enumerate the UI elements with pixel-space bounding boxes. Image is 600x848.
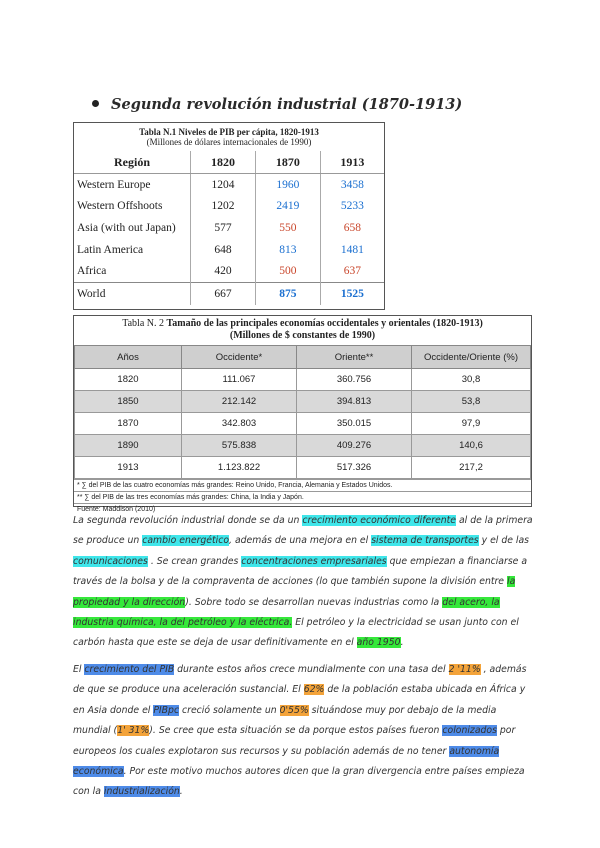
table2-ratio-cell: 97,9	[412, 413, 531, 435]
highlighted-text: 2 '11%	[448, 664, 481, 675]
table2-note-west: * ∑ del PIB de las cuatro economías más grandes: Reino Unido, Francia, Alemania y Estados Unidos.	[74, 479, 531, 491]
heading-text: Segunda revolución industrial (1870-1913)	[111, 96, 463, 113]
highlighted-text: año 1950	[356, 637, 401, 649]
highlighted-text: 1' 31%	[117, 725, 150, 737]
table-row	[75, 369, 531, 391]
table1-header: 1913	[320, 151, 384, 174]
table1-value-1870: 550	[255, 217, 320, 239]
paragraph-text: al de la primera se produce un	[73, 515, 533, 547]
paragraph-text: por europeos los cuales explotaron sus recursos y su población además de no tener	[73, 725, 516, 757]
table1-region-cell: Africa	[77, 265, 107, 278]
table2-header: Años	[75, 346, 182, 369]
table1-value-1820: 1204	[191, 174, 256, 196]
highlighted-text: comunicaciones	[73, 555, 148, 567]
table1-region-cell: Western Europe	[77, 178, 151, 191]
highlighted-text: PIBpc	[153, 704, 180, 716]
highlighted-text: la propiedad y la dirección	[73, 576, 516, 608]
table2-year-cell: 1850	[75, 391, 182, 413]
table2-year-cell: 1820	[75, 369, 182, 391]
paragraph-gdp-growth	[73, 660, 535, 803]
table-row	[75, 457, 531, 479]
table-row	[74, 217, 384, 239]
table1-value-1913: 3458	[320, 174, 384, 196]
table1-value-1820: 1202	[191, 196, 256, 218]
paragraph-text: . Por este motivo muchos autores dicen que la gran divergencia entre países empieza con la	[73, 766, 525, 798]
table1-region-cell: Western Offshoots	[77, 200, 163, 213]
paragraph-text: ). Sobre todo se desarrollan nuevas industrias como la	[185, 596, 443, 608]
table2-note-east: ** ∑ del PIB de las tres economías más grandes: China, la India y Japón.	[74, 491, 531, 503]
table2-west-cell: 575.838	[182, 435, 297, 457]
table-gdp-per-capita	[73, 122, 385, 310]
table1-value-1820: 648	[191, 239, 256, 261]
paragraph-text: durante estos años crece mundialmente con una tasa del	[174, 664, 449, 675]
highlighted-text: sistema de transportes	[371, 535, 479, 547]
table1-caption	[74, 127, 384, 147]
table1-value-1913: 658	[320, 217, 384, 239]
paragraph-text: , además de una mejora en el	[229, 535, 372, 547]
table2-west-cell: 111.067	[182, 369, 297, 391]
table-row	[75, 435, 531, 457]
table1-value-1870: 500	[255, 260, 320, 282]
table2-title: Tamaño de las principales economías occidentales y orientales (1820-1913)	[166, 318, 483, 329]
table2-caption	[74, 318, 531, 342]
table2-east-cell: 360.756	[297, 369, 412, 391]
table-row	[74, 174, 384, 196]
highlighted-text: colonizados	[442, 725, 497, 737]
table2-year-cell: 1890	[75, 435, 182, 457]
highlighted-text: del acero, la industria química, la del petróleo y la eléctrica.	[73, 596, 500, 629]
table1-region-cell: Latin America	[77, 243, 144, 256]
table-row	[74, 282, 384, 304]
table1-value-1820: 577	[191, 217, 256, 239]
table1-region-cell: Asia (with out Japan)	[77, 221, 176, 234]
table1-title: Tabla N.1 Niveles de PIB per cápita, 1820-1913	[139, 127, 319, 137]
paragraph-text: , además de que se produce una aceleración sustancial. El	[73, 664, 527, 696]
paragraph-second-industrial-revolution	[73, 511, 535, 654]
table1-header: 1870	[255, 151, 320, 174]
table2-subtitle: (Millones de $ constantes de 1990)	[229, 330, 376, 341]
table1-value-1870: 2419	[255, 196, 320, 218]
bullet-icon	[92, 100, 99, 107]
highlighted-text: autonomía económica	[73, 745, 500, 778]
section-heading	[92, 96, 462, 113]
table1-region-cell: World	[74, 282, 191, 304]
highlighted-text: industrialización	[103, 786, 180, 798]
table-row	[75, 413, 531, 435]
table1-header-row	[74, 151, 384, 174]
table1-value-1913: 1481	[320, 239, 384, 261]
highlighted-text: 62%	[303, 684, 325, 696]
paragraph-text: que empiezan a financiarse a través de la bolsa y de la compraventa de acciones (lo que también supone la división entre	[73, 555, 528, 588]
table1-value-1870: 813	[255, 239, 320, 261]
table2-east-cell: 409.276	[297, 435, 412, 457]
table2-east-cell: 350.015	[297, 413, 412, 435]
table2-year-cell: 1913	[75, 457, 182, 479]
highlighted-text: concentraciones empresariales	[241, 555, 387, 567]
table1-header: Región	[74, 151, 191, 174]
highlighted-text: 0'55%	[279, 704, 309, 716]
table2-ratio-cell: 53,8	[412, 391, 531, 413]
table1-value-1870: 875	[255, 282, 320, 304]
table1-value-1913: 5233	[320, 196, 384, 218]
table2-grid	[74, 345, 531, 479]
table2-east-cell: 394.813	[297, 391, 412, 413]
paragraph-text: .	[179, 786, 183, 798]
table1-subtitle: (Millones de dólares internacionales de 1990)	[146, 137, 312, 147]
table2-header-row	[75, 346, 531, 369]
table2-year-cell: 1870	[75, 413, 182, 435]
paragraph-text: ). Se cree que esta situación se da porque estos países fueron	[149, 725, 443, 737]
highlighted-text: cambio energético	[142, 535, 230, 547]
table2-ratio-cell: 30,8	[412, 369, 531, 391]
paragraph-text: . Se crean grandes	[147, 555, 242, 567]
highlighted-text: crecimiento del PIB	[84, 664, 175, 675]
table1-value-1820: 667	[191, 282, 256, 304]
table-row	[74, 260, 384, 282]
table1-value-1820: 420	[191, 260, 256, 282]
table2-ratio-cell: 217,2	[412, 457, 531, 479]
table2-header: Occidente/Oriente (%)	[412, 346, 531, 369]
table1-grid	[74, 151, 384, 305]
table-row	[74, 239, 384, 261]
table2-ratio-cell: 140,6	[412, 435, 531, 457]
paragraph-text: .	[400, 637, 404, 649]
table-row	[75, 391, 531, 413]
table2-header: Oriente**	[297, 346, 412, 369]
table2-west-cell: 212.142	[182, 391, 297, 413]
paragraph-text: El	[73, 664, 85, 675]
paragraph-text: situándose muy por debajo de la media mundial (	[73, 704, 497, 737]
table-economies-size	[73, 315, 532, 513]
table-row	[74, 196, 384, 218]
table2-source: Fuente: Maddison (2010)	[74, 503, 531, 515]
table2-west-cell: 342.803	[182, 413, 297, 435]
table1-header: 1820	[191, 151, 256, 174]
paragraph-text: La segunda revolución industrial donde se da un	[73, 515, 303, 526]
table2-header: Occidente*	[182, 346, 297, 369]
highlighted-text: crecimiento económico diferente	[302, 515, 457, 526]
paragraph-text: El petróleo y la electricidad se usan junto con el carbón hasta que este se deja de usar definitivamente en el	[73, 617, 519, 649]
table1-value-1913: 1525	[320, 282, 384, 304]
table1-value-1913: 637	[320, 260, 384, 282]
paragraph-text: de la población estaba ubicada en África y en Asia donde el	[73, 684, 526, 716]
table1-value-1870: 1960	[255, 174, 320, 196]
table2-west-cell: 1.123.822	[182, 457, 297, 479]
table2-title-prefix: Tabla N. 2	[122, 318, 167, 329]
paragraph-text: creció solamente un	[179, 704, 280, 716]
table2-east-cell: 517.326	[297, 457, 412, 479]
paragraph-text: y el de las	[478, 535, 530, 547]
